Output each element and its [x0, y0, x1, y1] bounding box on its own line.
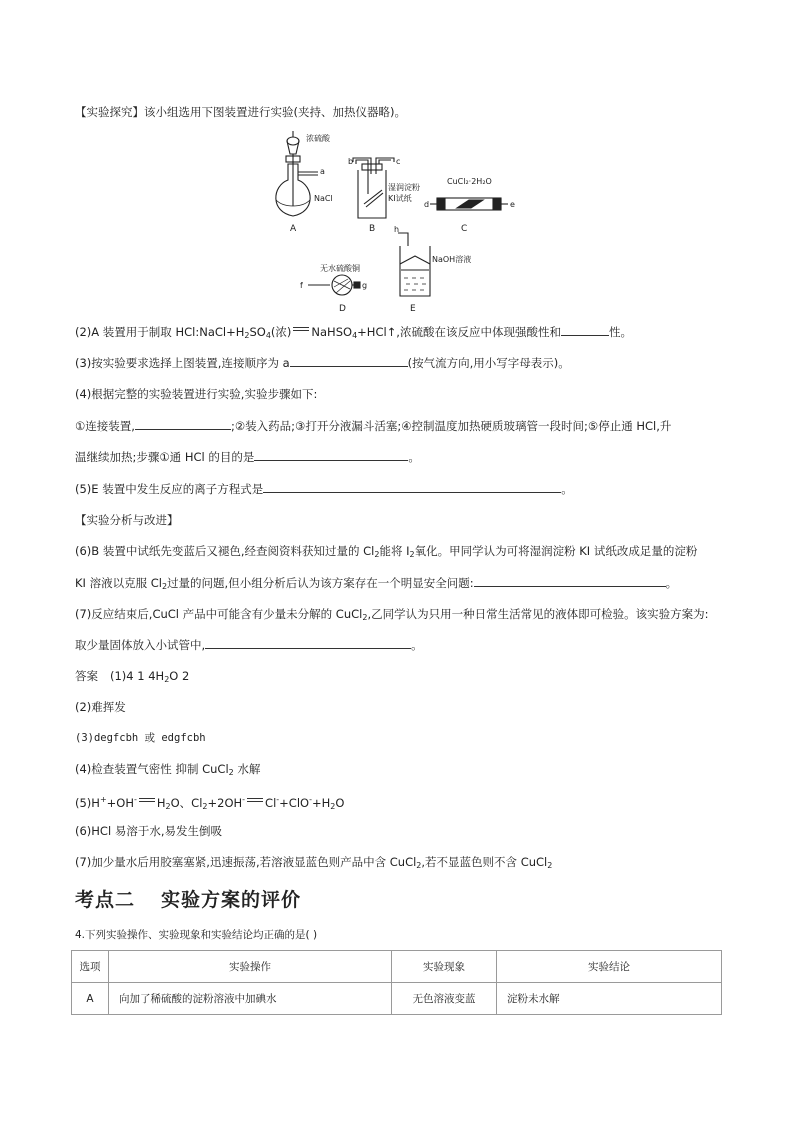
answer-blank[interactable]: [474, 575, 666, 587]
question-6-cont: KI 溶液以克服 $Cl_2$过量的问题,但小组分析后认为该方案存在一个明显安全问题: 。: [75, 576, 678, 591]
answer-blank[interactable]: [254, 449, 408, 461]
answer-4: (4)检查装置气密性 抑制 CuCl$_2$ 水解: [75, 762, 261, 777]
section-heading: 考点二 实验方案的评价: [75, 889, 302, 911]
question-3: (3)按实验要求选择上图装置,连接顺序为 a (按气流方向,用小写字母表示)。: [75, 356, 570, 370]
answer-blank[interactable]: [205, 637, 411, 649]
question-4-purpose: 温继续加热;步骤①通 HCl 的目的是 。: [75, 450, 420, 464]
port-h: h: [394, 225, 400, 234]
analysis-title: 【实验分析与改进】: [75, 513, 179, 527]
label-d: D: [339, 304, 346, 314]
equal-sign: [291, 326, 311, 334]
apparatus-e: [398, 233, 430, 296]
table-header-row: [72, 951, 722, 983]
options-table: [71, 950, 722, 1015]
equal-sign: [245, 797, 265, 805]
label-paper-1: 湿润淀粉: [388, 183, 420, 192]
port-a: a: [320, 167, 325, 176]
cell-operation: 向加了稀硫酸的淀粉溶液中加碘水: [109, 983, 392, 1015]
answer-blank[interactable]: [135, 418, 231, 430]
header-option: 选项: [72, 951, 109, 983]
apparatus-c: [430, 198, 508, 210]
intro-text: 【实验探究】该小组选用下图装置进行实验(夹持、加热仪器略)。: [75, 105, 406, 119]
answer-7: (7)加少量水后用胶塞塞紧,迅速振荡,若溶液显蓝色则产品中含 CuCl$_2$,若不显蓝色则不含 CuCl$_2$: [75, 855, 553, 870]
question-4-steps: ①连接装置, ;②装入药品;③打开分液漏斗活塞;④控制温度加热硬质玻璃管一段时间;⑤停止通 HCl,升: [75, 419, 672, 433]
label-acid: 浓硫酸: [306, 134, 330, 143]
question-2: (2)A 装置用于制取 $HCl:NaCl+H_2SO_4$(浓) NaHSO$_4$+HCl↑,浓硫酸在该反应中体现强酸性和 性。: [75, 325, 632, 340]
question-7: (7)反应结束后,CuCl 产品中可能含有少量未分解的 CuCl$_2$,乙同学认为只用一种日常生活常见的液体即可检验。该实验方案为:: [75, 607, 709, 622]
answer-3: (3)degfcbh 或 edgfcbh: [75, 732, 206, 744]
apparatus-d: [308, 275, 360, 295]
apparatus-figure: [250, 128, 550, 320]
answer-5: (5)H++OH- $H_2O$、$Cl_2+2OH^-$ $Cl^-+ClO^-+H_2O$: [75, 795, 345, 811]
port-d: d: [424, 200, 430, 209]
answer-2: (2)难挥发: [75, 700, 126, 714]
header-phenomenon: 实验现象: [392, 951, 497, 983]
question-4: (4)根据完整的实验装置进行实验,实验步骤如下:: [75, 387, 318, 401]
header-conclusion: 实验结论: [497, 951, 722, 983]
label-cuso4: 无水硫酸铜: [320, 264, 360, 273]
question-4-stem: 4.下列实验操作、实验现象和实验结论均正确的是( ): [75, 929, 318, 941]
answer-1: 答案 (1)4 1 $4H_2O$ 2: [75, 669, 190, 684]
port-e: e: [510, 200, 515, 209]
port-c: c: [396, 157, 401, 166]
label-b: B: [369, 224, 376, 234]
port-f: f: [300, 281, 303, 290]
port-b: b: [348, 157, 354, 166]
label-nacl: NaCl: [314, 194, 333, 203]
equal-sign: [137, 797, 157, 805]
label-c: C: [461, 224, 468, 234]
cell-phenomenon: 无色溶液变蓝: [392, 983, 497, 1015]
label-cucl2: CuCl₂·2H₂O: [447, 177, 492, 186]
answer-6: (6)HCl 易溶于水,易发生倒吸: [75, 824, 222, 838]
question-5: (5)E 装置中发生反应的离子方程式是 。: [75, 482, 573, 496]
answer-blank[interactable]: [263, 481, 561, 493]
cell-option: A: [72, 983, 109, 1015]
question-6: (6)B 装置中试纸先变蓝后又褪色,经查阅资料获知过量的 $Cl_2$能将 $I_2$氧化。甲同学认为可将湿润淀粉 KI 试纸改成足量的淀粉: [75, 544, 698, 559]
label-e: E: [410, 304, 416, 314]
answer-blank[interactable]: [290, 355, 408, 367]
label-a: A: [290, 224, 297, 234]
question-7-cont: 取少量固体放入小试管中, 。: [75, 638, 423, 652]
label-naoh: NaOH溶液: [432, 255, 472, 264]
apparatus-a: [276, 131, 318, 216]
header-operation: 实验操作: [109, 951, 392, 983]
cell-conclusion: 淀粉未水解: [497, 983, 722, 1015]
table-row: [72, 983, 722, 1015]
port-g: g: [362, 281, 368, 290]
label-paper-2: KI试纸: [388, 194, 412, 203]
answer-blank[interactable]: [561, 324, 609, 336]
